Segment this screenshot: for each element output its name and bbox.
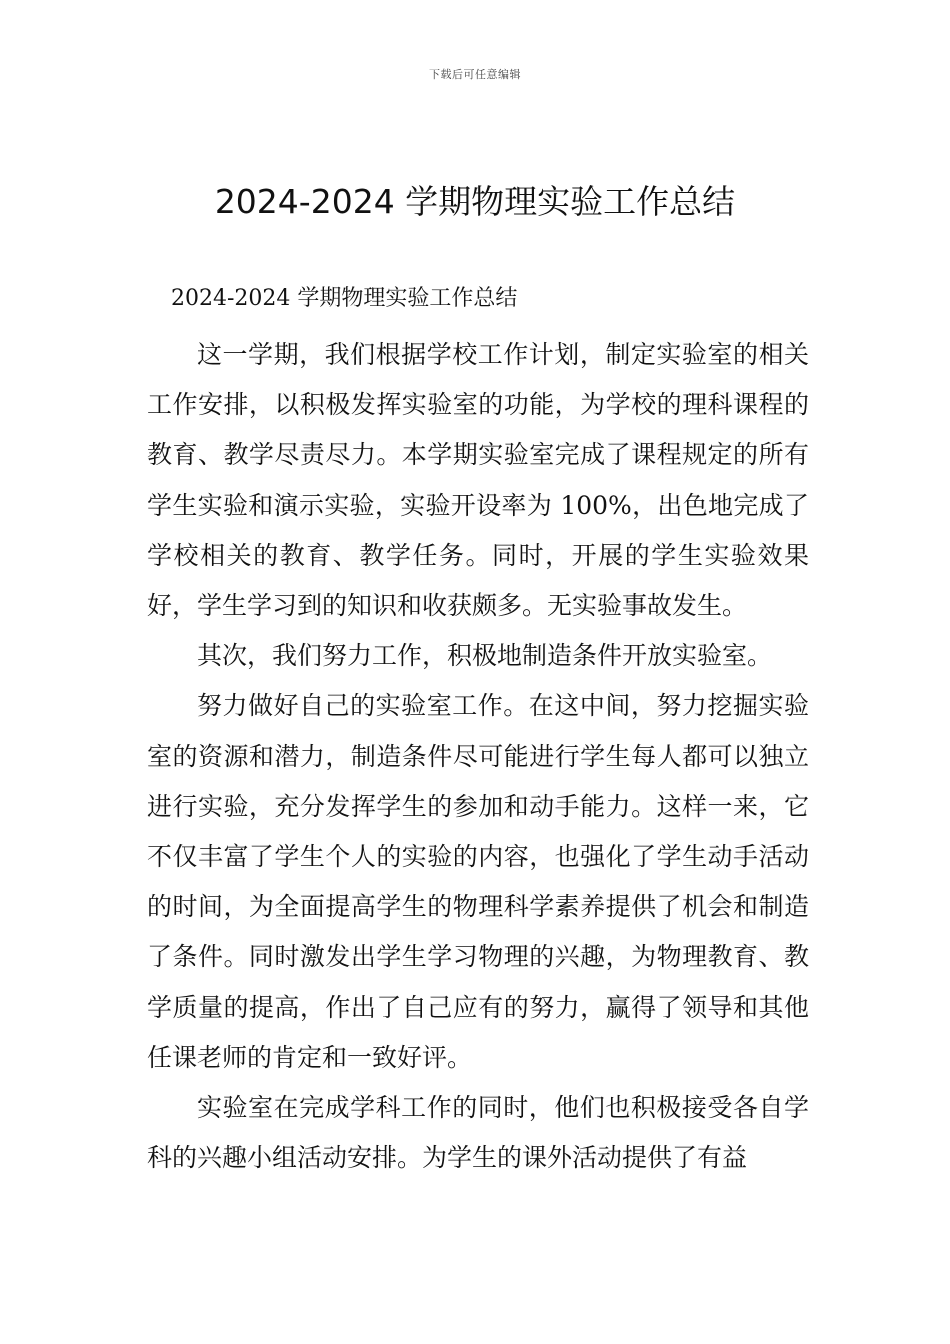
document-body bbox=[147, 280, 809, 1183]
paragraph: 这一学期，我们根据学校工作计划，制定实验室的相关工作安排，以积极发挥实验室的功能，为学校的理科课程的教育、教学尽责尽力。本学期实验室完成了课程规定的所有学生实验和演示实验，实验开设率为 100%，出色地完成了学校相关的教育、教学任务。同时，开展的学生实验效果好，学生学习到的知识和收获颇多。无实验事故发生。 bbox=[147, 340, 809, 621]
paragraph: 其次，我们努力工作，积极地制造条件开放实验室。 bbox=[197, 641, 773, 671]
paragraph: 实验室在完成学科工作的同时，他们也积极接受各自学科的兴趣小组活动安排。为学生的课外活动提供了有益 bbox=[147, 1093, 809, 1173]
header-note: 下载后可任意编辑 bbox=[429, 68, 521, 81]
paragraph: 努力做好自己的实验室工作。在这中间，努力挖掘实验室的资源和潜力，制造条件尽可能进行学生每人都可以独立进行实验，充分发挥学生的参加和动手能力。这样一来，它不仅丰富了学生个人的实验的内容，也强化了学生动手活动的时间，为全面提高学生的物理科学素养提供了机会和制造了条件。同时激发出学生学习物理的兴趣，为物理教育、教学质量的提高，作出了自己应有的努力，赢得了领导和其他任课老师的肯定和一致好评。 bbox=[147, 691, 809, 1072]
document-title: 2024-2024 学期物理实验工作总结 bbox=[214, 182, 736, 221]
document-subtitle: 2024-2024 学期物理实验工作总结 bbox=[171, 286, 518, 311]
